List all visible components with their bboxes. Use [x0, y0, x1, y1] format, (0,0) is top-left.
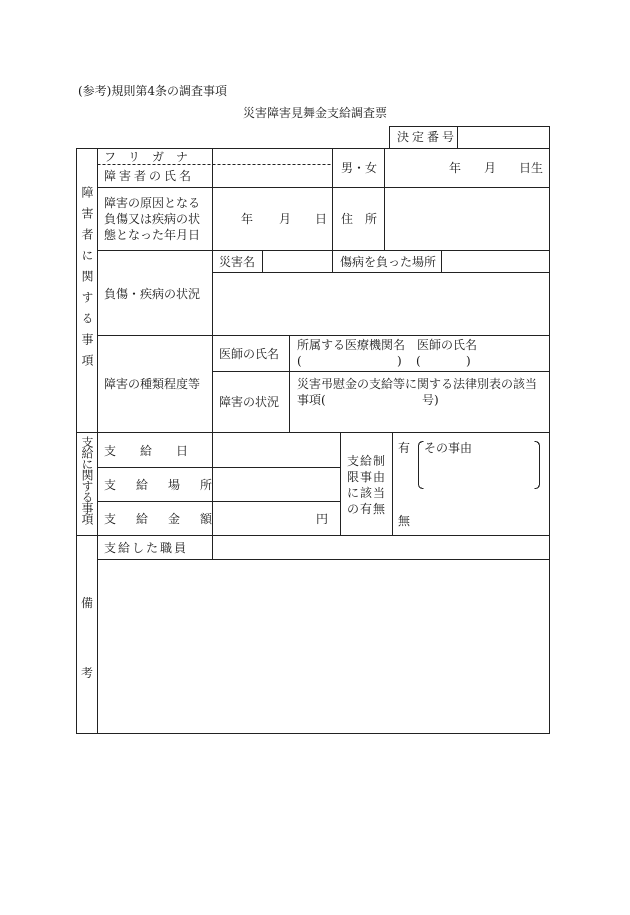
section-remarks-label-1: 備: [81, 596, 94, 610]
cause-year-label: 年: [241, 212, 254, 226]
cause-label-line-2: 負傷又は疾病の状: [104, 212, 201, 226]
address-label: 住 所: [341, 212, 378, 226]
institution-paren-close: ): [397, 354, 402, 368]
disaster-name-label: 災害名: [219, 255, 256, 269]
doctor-name-field[interactable]: [424, 352, 464, 368]
furigana-label: フ リ ガ ナ: [104, 150, 189, 164]
remarks-field[interactable]: [98, 560, 549, 733]
institution-field[interactable]: [305, 352, 395, 368]
payment-place-label: 支 給 場 所: [104, 478, 217, 492]
injury-place-field[interactable]: [442, 251, 549, 272]
address-field[interactable]: [385, 188, 549, 250]
payment-amount-label: 支 給 金 額: [104, 512, 217, 526]
payment-amount-field[interactable]: [213, 502, 313, 535]
furigana-field[interactable]: [213, 149, 332, 164]
institution-paren-open: (: [297, 354, 302, 368]
payment-date-field[interactable]: [213, 433, 340, 467]
decision-number-field[interactable]: [458, 127, 549, 148]
reference-heading: (参考)規則第4条の調査事項: [78, 84, 227, 98]
law-item-label-line-2: 事項(: [297, 393, 326, 407]
form-title: 災害障害見舞金支給調査票: [243, 106, 388, 120]
section-payment-label: 支給に関する事項: [80, 436, 94, 524]
cause-label-line-1: 障害の原因となる: [104, 196, 201, 210]
birth-day-label: 日生: [519, 161, 544, 175]
name-field[interactable]: [213, 165, 332, 187]
doctor-name-label: 医師の氏名: [219, 347, 280, 361]
restriction-label-line-2: 限事由: [347, 470, 387, 484]
restriction-label-line-4: の有無: [347, 502, 387, 516]
decision-number-label: 決定番号: [397, 130, 458, 144]
law-item-suffix: 号): [422, 393, 439, 407]
institution-label: 所属する医療機関名 医師の氏名: [297, 338, 478, 352]
birth-month-label: 月: [484, 161, 497, 175]
disability-status-label: 障害の状況: [219, 395, 280, 409]
doctor-paren-close: ): [466, 354, 471, 368]
staff-label: 支給した職員: [104, 541, 189, 555]
section-disabled-person-label: 障害者に関する事項: [80, 186, 94, 375]
no-option[interactable]: 無: [398, 514, 411, 528]
restriction-label-line-1: 支給制: [347, 454, 387, 468]
payment-place-field[interactable]: [213, 468, 340, 501]
injury-place-label: 傷病を負った場所: [340, 255, 437, 269]
law-item-label-line-1: 災害弔慰金の支給等に関する法律別表の該当: [297, 377, 538, 391]
cause-day-label: 日: [315, 212, 328, 226]
birth-year-label: 年: [449, 161, 462, 175]
yes-option[interactable]: 有: [398, 441, 411, 455]
staff-field[interactable]: [213, 536, 549, 559]
injury-status-field[interactable]: [213, 273, 549, 335]
yen-label: 円: [316, 512, 329, 526]
disability-type-label: 障害の種類程度等: [104, 377, 201, 391]
cause-label-line-3: 態となった年月日: [104, 228, 201, 242]
restriction-label-line-3: に該当: [347, 486, 387, 500]
reason-label: その事由: [424, 441, 473, 455]
law-item-number-field[interactable]: [332, 391, 420, 407]
cause-month-label: 月: [279, 212, 292, 226]
injury-status-label: 負傷・疾病の状況: [104, 287, 201, 301]
name-label: 障害者の氏名: [104, 169, 195, 183]
section-remarks-label-2: 考: [81, 666, 94, 680]
doctor-paren-open: (: [416, 354, 421, 368]
disaster-name-field[interactable]: [263, 251, 332, 272]
gender-label[interactable]: 男・女: [341, 161, 378, 175]
payment-date-label: 支 給 日: [104, 444, 189, 458]
reason-field[interactable]: [424, 457, 534, 487]
